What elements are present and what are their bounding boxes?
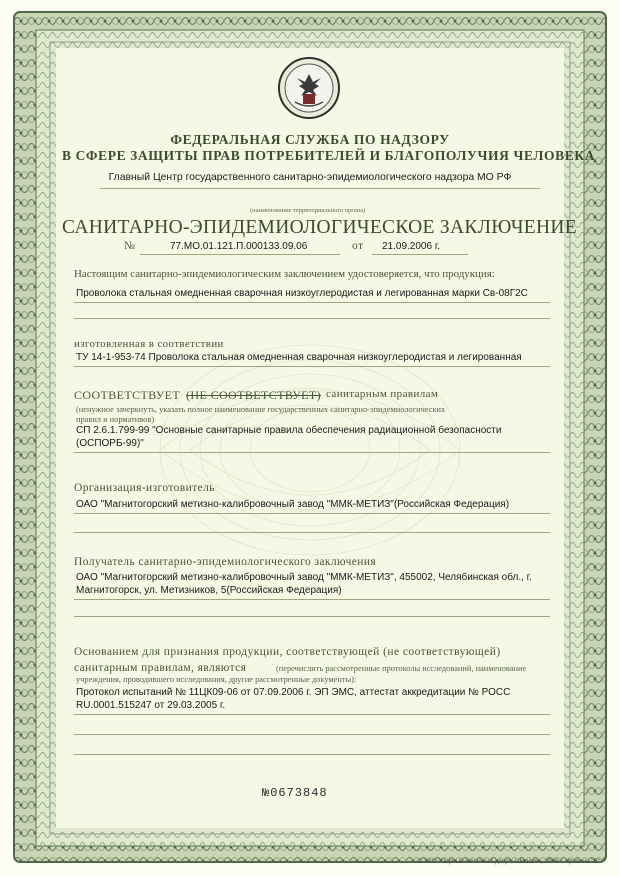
territorial-organ-hint: (наименование территориального органа) (250, 207, 366, 214)
manufactured-spec: ТУ 14-1-953-74 Проволока стальная омедненная сварочная низкоуглеродистая и легированная (76, 352, 522, 363)
basis-underline-1 (74, 714, 550, 715)
recipient-underline-1 (74, 599, 550, 600)
manufacturer-label: Организация-изготовитель (74, 482, 215, 494)
not-complies-label: (НЕ СООТВЕТСТВУЕТ) (186, 388, 322, 402)
basis-hint-inline: (перечислить рассмотренные протоколы исследований, наименование (276, 664, 527, 673)
product-intro: Настоящим санитарно-эпидемиологическим заключением удостоверяется, что продукция: (74, 268, 495, 280)
document-title: САНИТАРНО-ЭПИДЕМИОЛОГИЧЕСКОЕ ЗАКЛЮЧЕНИЕ (62, 217, 577, 238)
product-underline-1 (74, 302, 550, 303)
recipient-underline-2 (74, 616, 550, 617)
recipient-value-1: ОАО "Магнитогорский метизно-калибровочный завод "ММК-МЕТИЗ", 455002, Челябинская обл., г. (76, 572, 532, 583)
issuer-underline (100, 188, 540, 189)
number-underline (140, 254, 340, 255)
basis-label-2: санитарным правилам, являются (74, 662, 247, 674)
manufactured-underline (74, 366, 550, 367)
complies-label: СООТВЕТСТВУЕТ (74, 388, 181, 402)
date-label: от (352, 240, 364, 252)
manufacturer-underline-1 (74, 513, 550, 514)
sanitary-rules-value-2: (ОСПОРБ-99)" (76, 438, 144, 449)
recipient-label: Получатель санитарно-эпидемиологического заключения (74, 556, 377, 568)
number-label: № (124, 240, 136, 252)
manufacturer-underline-2 (74, 532, 550, 533)
manufactured-label: изготовленная в соответствии (74, 338, 224, 350)
document-number: 77.МО.01.121.П.000133.09.06 (170, 241, 308, 252)
agency-name-line2: В СФЕРЕ ЗАЩИТЫ ПРАВ ПОТРЕБИТЕЛЕЙ И БЛАГОПОЛУЧИЯ ЧЕЛОВЕКА (62, 148, 596, 163)
basis-value-1: Протокол испытаний № 11ЦК09-06 от 07.09.2006 г. ЭП ЭМС, аттестат аккредитации № РОСС (76, 687, 511, 698)
agency-name-line1: ФЕДЕРАЛЬНАЯ СЛУЖБА ПО НАДЗОРУ (170, 132, 450, 147)
sanitary-rules-label: санитарным правилам (326, 388, 439, 400)
document-date: 21.09.2006 г. (382, 241, 441, 252)
printer-note: © ЗАО "Первый печатный двор", г. Москва, 2006 г. Уровень "В" (417, 858, 600, 865)
sanitary-rules-value-1: СП 2.6.1.799-99 "Основные санитарные правила обеспечения радиационной безопасности (76, 425, 502, 436)
eagle-emblem-icon (277, 56, 341, 120)
compliance-hint-1: (ненужное зачеркнуть, указать полное наименование государственных санитарно-эпидемиологических (76, 405, 446, 414)
compliance-underline (74, 452, 550, 453)
manufacturer-value: ОАО "Магнитогорский метизно-калибровочный завод "ММК-МЕТИЗ"(Российская Федерация) (76, 499, 510, 510)
basis-underline-3 (74, 754, 550, 755)
product-description: Проволока стальная омедненная сварочная низкоуглеродистая и легированная марки Св-08Г2С (76, 288, 528, 299)
date-underline (372, 254, 468, 255)
basis-underline-2 (74, 734, 550, 735)
basis-value-2: RU.0001.515247 от 29.03.2005 г. (76, 700, 226, 711)
recipient-value-2: Магнитогорск, ул. Метизников, 5(Российская Федерация) (76, 585, 342, 596)
serial-number: №0673848 (262, 786, 328, 800)
compliance-hint-2: правил и нормативов) (76, 415, 155, 424)
product-underline-2 (74, 318, 550, 319)
issuer-name: Главный Центр государственного санитарно-эпидемиологического надзора МО РФ (108, 172, 512, 183)
basis-label-1: Основанием для признания продукции, соответствующей (не соответствующей) (74, 646, 501, 658)
basis-hint-2: учреждения, проводившего исследования, другие рассмотренные документы): (76, 675, 357, 684)
